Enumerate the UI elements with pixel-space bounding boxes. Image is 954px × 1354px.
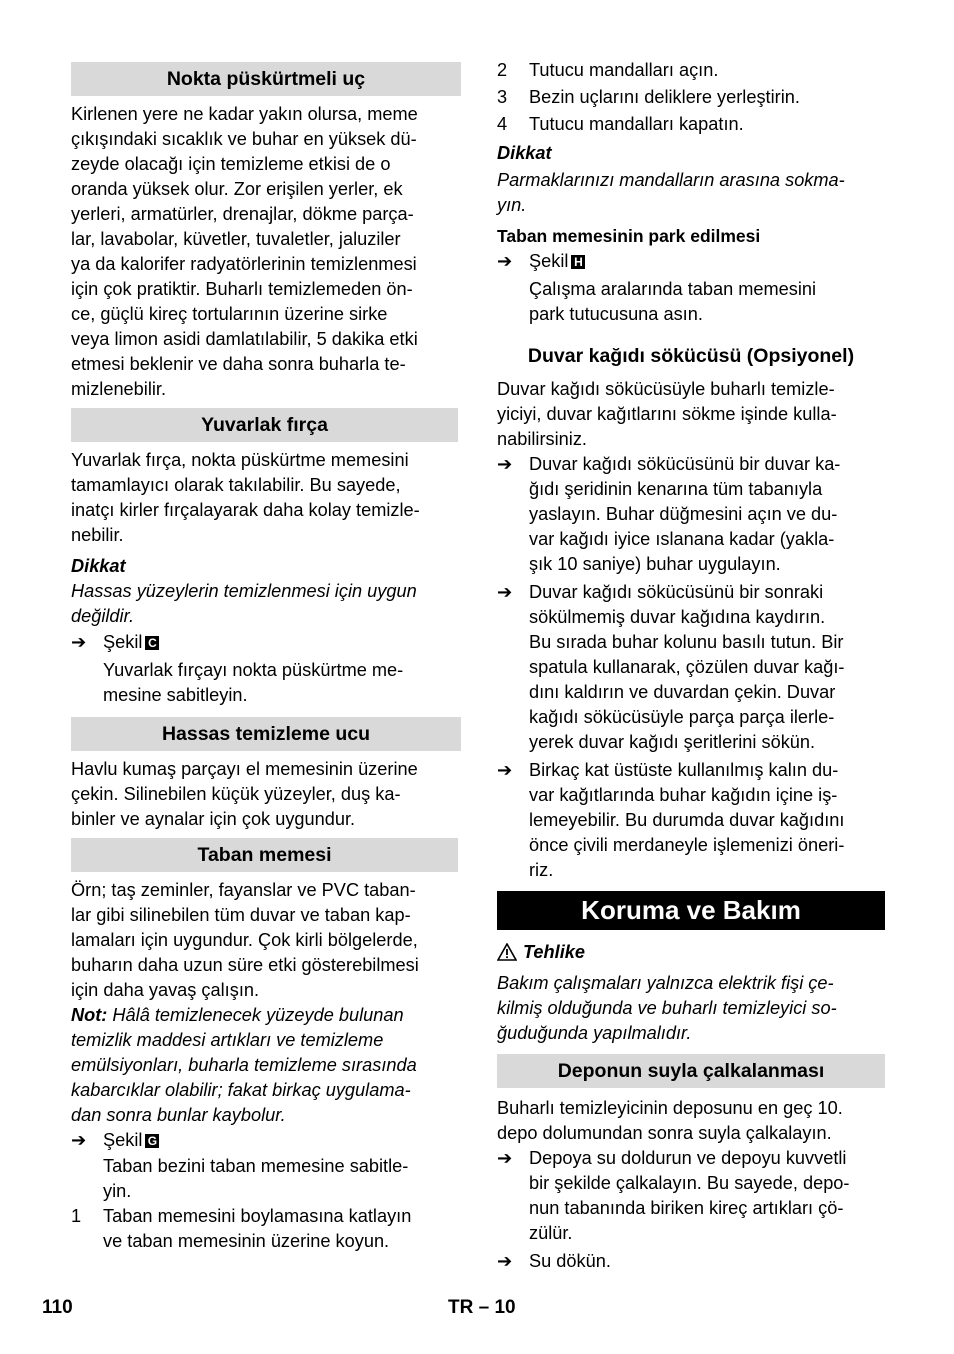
- wall-bullet-3: ➔ Birkaç kat üstüste kullanılmış kalın du- var kağıtlarında buhar kağıdın içine iş- lemeyebilir. Bu durumda duvar kağıdını önce çivili merdaneyle işlemenizi öneri- riz.: [497, 760, 845, 880]
- sekil-g-ref: ➔ Şekil G: [71, 1128, 461, 1153]
- arrow-right-icon: ➔: [497, 582, 513, 602]
- heading-koruma: Koruma ve Bakım: [497, 891, 885, 930]
- arrow-right-icon: ➔: [497, 1251, 513, 1271]
- dikkat-text-right: Parmaklarınızı mandalların arasına sokma- yın.: [497, 170, 845, 215]
- arrow-right-icon: ➔: [497, 1148, 513, 1168]
- depo-bullet-2: ➔ Su dökün.: [497, 1249, 885, 1274]
- arrow-right-icon: ➔: [497, 454, 513, 474]
- paragraph-taban: Örn; taş zeminler, fayanslar ve PVC taban- lar gibi silinebilen tüm duvar ve taban kap- lamaları için uygundur. Çok kirli bölgelerde, buharın daha uzun süre etki gösterebilmesi için daha yavaş çalışın.: [71, 880, 419, 1000]
- figure-c-badge: C: [145, 636, 159, 650]
- paragraph-yuvarlak: Yuvarlak fırça, nokta püskürtme memesini tamamlayıcı olarak takılabilir. Bu sayede, inatçı kirler fırçalayarak daha kolay temizle- nebilir.: [71, 450, 420, 545]
- arrow-right-icon: ➔: [497, 251, 513, 271]
- step-1: 1 Taban memesini boylamasına katlayın ve taban memesinin üzerine koyun.: [71, 1206, 412, 1251]
- tehlike-text: Bakım çalışmaları yalnızca elektrik fişi çe- kilmiş olduğunda ve buharlı temizleyici so- ğuduğunda yapılmalıdır.: [497, 973, 837, 1043]
- dikkat-label-right: Dikkat: [497, 143, 552, 163]
- park-text: Çalışma aralarında taban memesini park tutucusuna asın.: [529, 279, 817, 324]
- sekil-g-text: Taban bezini taban memesine sabitle- yin.: [103, 1156, 409, 1201]
- section-label: TR – 10: [448, 1297, 516, 1318]
- step-3: 3 Bezin uçlarını deliklere yerleştirin.: [497, 87, 800, 107]
- heading-yuvarlak: Yuvarlak fırça: [71, 408, 458, 442]
- park-heading: Taban memesinin park edilmesi: [497, 226, 761, 246]
- paragraph-duvar: Duvar kağıdı sökücüsüyle buharlı temizle- yiciyi, duvar kağıtlarını sökme işinde kulla- nabilirsiniz.: [497, 379, 837, 449]
- heading-duvar: Duvar kağıdı sökücüsü (Opsiyonel): [527, 345, 855, 367]
- sekil-h-ref: ➔ Şekil H: [497, 249, 885, 274]
- paragraph-nokta: Kirlenen yere ne kadar yakın olursa, meme çıkışındaki sıcaklık ve buhar en yüksek dü- zeyde olacağı için temizleme etkisi de o oranda yüksek olur. Zor erişilen yerler, ek yerleri, armatürler, drenajlar, dökme parça- lar, lavabolar, küvetler, tuvaletler, jaluziler ya da kalorifer radyatörlerinin temizlenmesi için çok pratiktir. Buharlı temizlemeden ön- ce, güçlü kireç tortularının üzerine sirke veya limon asidi damlatılabilir, 5 dakika etki etmesi beklenir ve daha sonra buharla te- mizlenebilir.: [71, 104, 418, 399]
- heading-depo: Deponun suyla çalkalanması: [497, 1054, 885, 1088]
- step-4: 4 Tutucu mandalları kapatın.: [497, 114, 744, 134]
- note-text: Not: Hâlâ temizlenecek yüzeyde bulunan temizlik maddesi artıkları ve temizleme emülsiyonları, buharla temizleme sırasında kabarcıklar olabilir; fakat birkaç uygulama- dan sonra bunlar kaybolur.: [71, 1005, 417, 1125]
- note-label: Not:: [71, 1005, 108, 1025]
- heading-nokta: Nokta püskürtmeli uç: [71, 62, 461, 96]
- arrow-right-icon: ➔: [71, 1130, 87, 1150]
- sekil-c-text: Yuvarlak fırçayı nokta püskürtme me- mesine sabitleyin.: [103, 660, 404, 705]
- paragraph-hassas: Havlu kumaş parçayı el memesinin üzerine çekin. Silinebilen küçük yüzeyler, duş ka- binler ve aynalar için çok uygundur.: [71, 759, 418, 829]
- sekil-c-ref: ➔ Şekil C: [71, 630, 461, 655]
- left-column: [71, 62, 461, 1254]
- heading-hassas: Hassas temizleme ucu: [71, 717, 461, 751]
- page-number: 110: [42, 1297, 73, 1318]
- arrow-right-icon: ➔: [497, 760, 513, 780]
- wall-bullet-2: ➔ Duvar kağıdı sökücüsünü bir sonraki sökülmemiş duvar kağıdına kaydırın. Bu sırada buhar kolunu basılı tutun. Bir spatula kullanarak, çözülen duvar kağı- dını kaldırın ve duvardan çekin. Duvar kağıdı sökücüsüyle parça parça ilerle- yerek duvar kağıdı şeritlerini sökün.: [497, 582, 845, 752]
- warning-icon: [497, 943, 517, 968]
- tehlike-label: Tehlike: [497, 940, 885, 968]
- paragraph-depo: Buharlı temizleyicinin deposunu en geç 10. depo dolumundan sonra suyla çalkalayın.: [497, 1098, 843, 1143]
- heading-taban: Taban memesi: [71, 838, 458, 872]
- dikkat-label: Dikkat: [71, 556, 126, 576]
- step-2: 2 Tutucu mandalları açın.: [497, 60, 719, 80]
- arrow-right-icon: ➔: [71, 632, 87, 652]
- figure-h-badge: H: [571, 255, 585, 269]
- dikkat-text: Hassas yüzeylerin temizlenmesi için uygun değildir.: [71, 581, 417, 626]
- wall-bullet-1: ➔ Duvar kağıdı sökücüsünü bir duvar ka- ğıdı şeridinin kenarına tüm tabanıyla yaslayın. Buhar düğmesini açın ve du- var kağıdı iyice ıslanana kadar (yakla- şık 10 saniye) buhar uygulayın.: [497, 454, 841, 574]
- depo-bullet-1: ➔ Depoya su doldurun ve depoyu kuvvetli bir şekilde çalkalayın. Bu sayede, depo- nun tabanında biriken kireç artıkları çö- zülür.: [497, 1148, 850, 1243]
- figure-g-badge: G: [145, 1134, 159, 1148]
- right-column: [497, 58, 885, 1274]
